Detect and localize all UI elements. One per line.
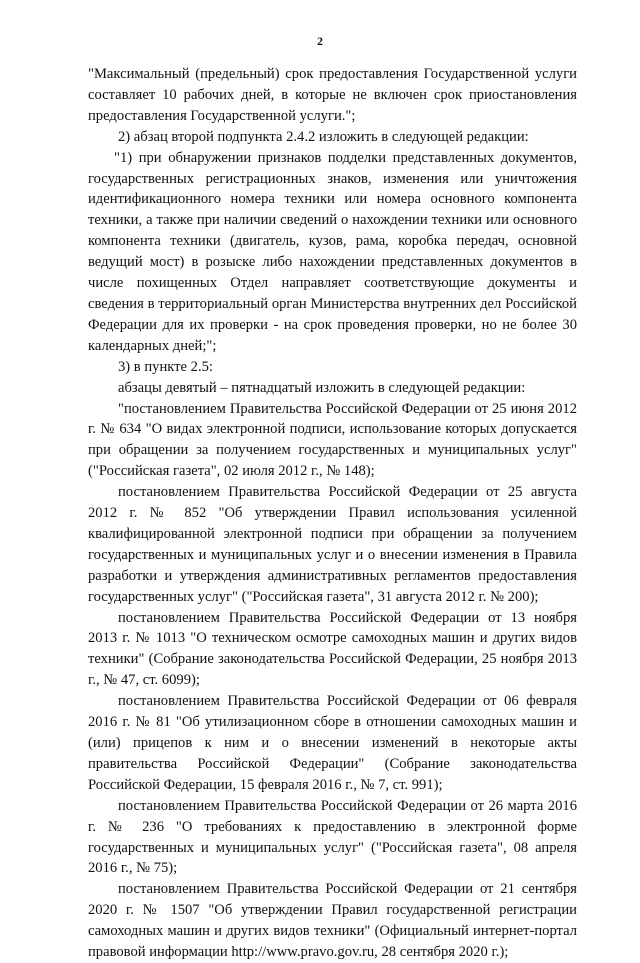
page-number: 2 xyxy=(317,34,323,48)
paragraph-decree-236: постановлением Правительства Российской Федерации от 26 марта 2016 г. № 236 "О требованиях к предоставлению в электронной форме государственных и муниципальных услуг" ("Российская газета", 08 апреля 2016 г., № 75); xyxy=(88,797,577,877)
paragraph-decree-1013: постановлением Правительства Российской Федерации от 13 ноября 2013 г. № 1013 "О техническом осмотре самоходных машин и других видов техники" (Собрание законодательства Российской Федерации, 25 ноября 2013 г., № 47, ст. 6099); xyxy=(88,609,577,689)
paragraph-decree-1507: постановлением Правительства Российской Федерации от 21 сентября 2020 г. № 1507 "Об утверждении Правил государственной регистрации самоходных машин и других видов техники" (Официальный интернет-портал правовой информации http://www.pravo.gov.ru, 28 сентября 2020 г.); xyxy=(88,881,577,961)
paragraph-max-term: "Максимальный (предельный) срок предоставления Государственной услуги составляет 10 рабочих дней, в которые не включен срок приостановления предоставления Государственной услуги."; xyxy=(88,66,577,124)
paragraph-item-3: 3) в пункте 2.5: xyxy=(118,358,213,375)
paragraph-item-2: 2) абзац второй подпункта 2.4.2 изложить в следующей редакции: xyxy=(118,128,529,145)
paragraph-decree-852: постановлением Правительства Российской Федерации от 25 августа 2012 г. № 852 "Об утверждении Правил использования усиленной квалифицированной электронной подписи при обращении за получением государственных и муниципальных услуг и о внесении изменения в Правила разработки и утверждения административных регламентов предоставления государственных услуг" ("Российская газета", 31 августа 2012 г. № 200); xyxy=(88,484,577,605)
paragraph-decree-634: "постановлением Правительства Российской Федерации от 25 июня 2012 г. № 634 "О видах электронной подписи, использование которых допускается при обращении за получением государственных и муниципальных услуг" ("Российская газета", 02 июля 2012 г., № 148); xyxy=(88,400,577,480)
paragraph-suspension-grounds: "1) при обнаружении признаков подделки представленных документов, государственных регистрационных знаков, изменения или уничтожения идентификационного номера техники или номера основного компонента техники, а также при наличии сведений о нахождении техники или основного компонента техники (двигатель, кузов, рама, коробка передач, основной ведущий мост) в розыске либо нахождении представленных документов в числе похищенных Отдел направляет соответствующие документы и сведения в территориальный орган Министерства внутренних дел Российской Федерации для их проверки - на срок проведения проверки, но не более 30 календарных дней;"; xyxy=(88,149,577,354)
paragraph-paragraphs-9-15: абзацы девятый – пятнадцатый изложить в следующей редакции: xyxy=(118,379,526,396)
document-body xyxy=(88,64,577,963)
paragraph-decree-81: постановлением Правительства Российской Федерации от 06 февраля 2016 г. № 81 "Об утилизационном сборе в отношении самоходных машин и (или) прицепов к ним и о внесении изменений в некоторые акты правительства Российской Федерации" (Собрание законодательства Российской Федерации, 15 февраля 2016 г., № 7, ст. 991); xyxy=(88,693,577,793)
